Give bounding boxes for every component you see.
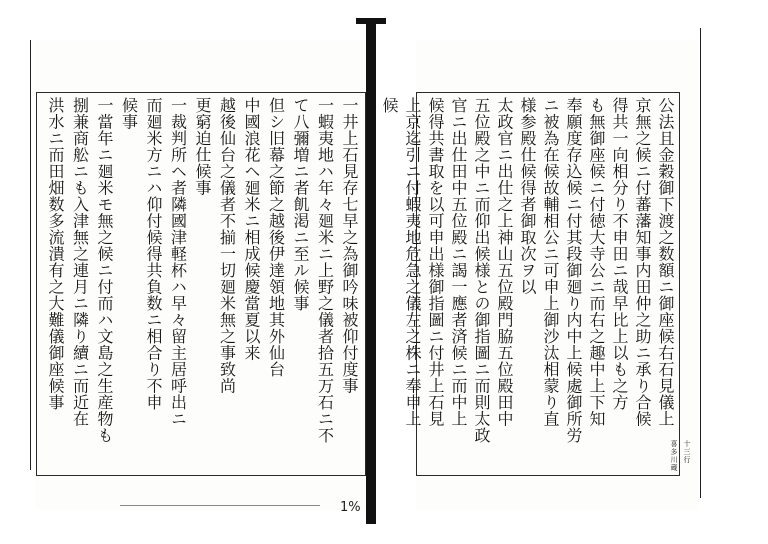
left-page-frame (36, 92, 366, 476)
text-column: 得共一向相分り不申田ニ哉早比上以も之方 (610, 97, 629, 411)
text-column: 候 (380, 97, 399, 114)
text-column: 五位殿之中ニ而仰出候様との御指圖ニ而則太政 (472, 97, 491, 444)
left-page-edge (30, 40, 31, 470)
right-page-frame (380, 92, 680, 476)
text-column: 捌兼商舩ニも入津無之連月ニ隣り續ニ而近在 (70, 97, 90, 427)
text-column: 奉願度存込候ニ付其段御廻り内中上候處御所労 (564, 97, 583, 444)
text-column: も無御座候ニ付徳大寺公ニ而右之趣中上下知 (587, 97, 606, 427)
text-column: 一井上石見存七早之為御吟味被仰付度事 (340, 97, 359, 394)
text-column: ニ被為在候故輔相公ニ可申上御沙汰相蒙り直 (541, 97, 560, 427)
right-page-edge (700, 28, 701, 498)
text-column: 公法且金穀御下渡之数額ニ御座候右石見儀上 (656, 97, 675, 427)
folio-line: 十三行 (683, 440, 691, 464)
text-column: 更窮迫仕候事 (193, 97, 212, 196)
scan-noise-line (120, 505, 320, 506)
spine-foot-mark: 1% (340, 500, 361, 515)
left-page (36, 40, 366, 510)
text-column: 京無之候ニ付蕃藩知事内田仲之助ニ承り合候 (633, 97, 652, 427)
text-column: 上京迄引ニ付蝦夷地危急之儀左之株ニ奉申上 (403, 97, 422, 427)
text-column: て八彌増ニ者飢渇ニ至ル候事 (291, 97, 310, 312)
text-column: 一裁判所ヘ者隣國津軽杯ハ早々留主居呼出ニ (168, 97, 188, 427)
text-column: 太政官ニ出仕之上神山五位殿門脇五位殿田中 (495, 97, 514, 427)
right-page-columns (380, 93, 679, 475)
left-page-columns (37, 93, 365, 475)
text-column: 候得共書取を以可申出様御指圖ニ付井上石見 (426, 97, 445, 427)
text-column: 一蝦夷地ハ年々廻米ニ上野之儀者拾五万石ニ不 (315, 97, 335, 444)
text-column: 官ニ出仕田中五位殿ニ謁一應者済候ニ而中上 (449, 97, 468, 427)
text-column: 様参殿仕候得者御取次ヲ以 (518, 97, 537, 295)
right-page (380, 40, 698, 510)
text-column: 中國浪花ヘ廻米ニ相成候慶當夏以来 (242, 97, 261, 361)
text-column: 洪水ニ而田畑数多流潰有之大難儀御座候事 (46, 97, 65, 411)
text-column: 越後仙台之儀者不揃一切廻米無之事致尚 (217, 97, 237, 394)
folio-line: 喜多川蔵 (670, 440, 678, 472)
text-column: 候事 (119, 97, 139, 130)
text-column: 但シ旧幕之節之越後伊達領地其外仙台 (266, 97, 286, 378)
folio-label (666, 440, 692, 472)
book-spine (366, 18, 376, 524)
text-column: 而廻米方ニハ仰付候得共負数ニ相合り不申 (144, 97, 163, 411)
text-column: 一當年ニ廻米モ無之候ニ付而ハ文島之生産物も (95, 97, 114, 444)
